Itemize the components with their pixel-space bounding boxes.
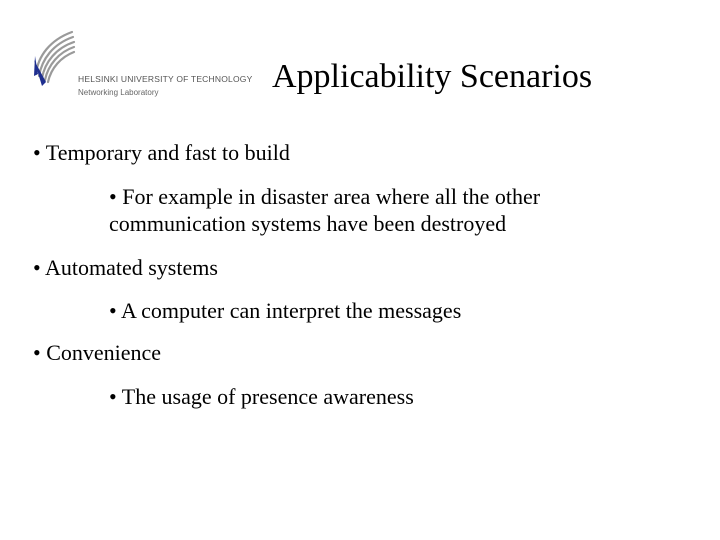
sub-bullet-computer-interpret: • A computer can interpret the messages: [109, 298, 462, 323]
lab-name: Networking Laboratory: [78, 88, 159, 97]
hut-logo-icon: [32, 30, 76, 88]
bullet-convenience: • Convenience: [33, 340, 162, 365]
sub-bullet-disaster-area: • For example in disaster area where all the other communication systems have been destroyed: [109, 184, 541, 236]
university-logo: [32, 30, 253, 102]
university-name: HELSINKI UNIVERSITY OF TECHNOLOGY: [78, 74, 253, 84]
bullet-automated-systems: • Automated systems: [33, 255, 218, 280]
slide-title: Applicability Scenarios: [272, 58, 593, 95]
sub-bullet-presence-awareness: • The usage of presence awareness: [109, 384, 414, 409]
bullet-temporary: • Temporary and fast to build: [33, 140, 290, 165]
